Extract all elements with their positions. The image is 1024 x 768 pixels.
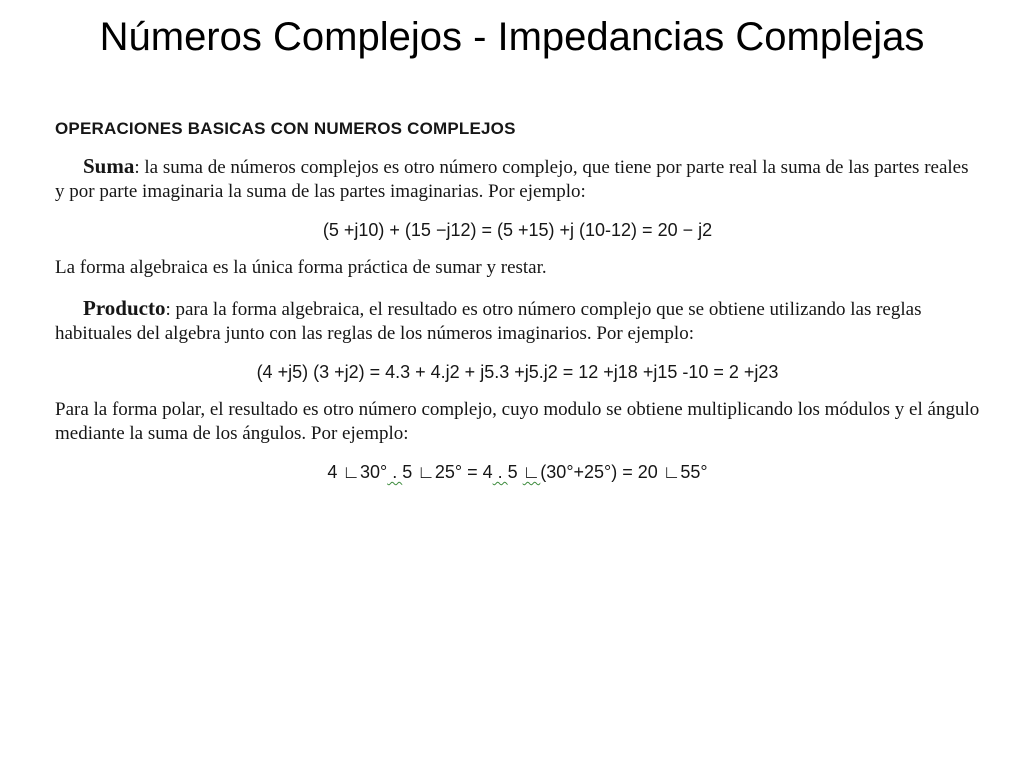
producto-term: Producto [83, 296, 166, 320]
polar-formula-part: 5 ∟25° = 4 [402, 462, 493, 482]
suma-text: : la suma de números complejos es otro número complejo, que tiene por parte real la suma de las partes reales y por parte imaginaria la suma de las partes imaginarias. Por ejemplo: [55, 157, 969, 202]
suma-note: La forma algebraica es la única forma práctica de sumar y restar. [55, 257, 547, 278]
polar-formula-part: 5 [507, 462, 523, 482]
polar-formula-part: 4 ∟30° [327, 462, 388, 482]
polar-formula-angle-spellcheck: ∟ [522, 462, 541, 482]
polar-formula-part: (30°+25°) = 20 ∟55° [540, 462, 708, 482]
polar-formula-dot-spellcheck: . [492, 462, 508, 482]
polar-formula [55, 460, 980, 484]
producto-text: : para la forma algebraica, el resultado es otro número complejo que se obtiene utilizando las reglas habituales del algebra junto con las reglas de los números imaginarios. Por ejemplo: [55, 299, 922, 344]
polar-paragraph: Para la forma polar, el resultado es otro número complejo, cuyo modulo se obtiene multiplicando los módulos y el ángulo mediante la suma de los ángulos. Por ejemplo: [55, 399, 980, 444]
suma-paragraph [55, 154, 980, 204]
producto-formula: (4 +j5) (3 +j2) = 4.3 + 4.j2 + j5.3 +j5.j2 = 12 +j18 +j15 -10 = 2 +j23 [256, 362, 779, 382]
section-heading: OPERACIONES BASICAS CON NUMEROS COMPLEJOS [55, 119, 516, 138]
suma-term: Suma [83, 154, 135, 178]
producto-paragraph [55, 296, 980, 346]
document-body [55, 118, 980, 498]
polar-formula-dot-spellcheck: . [387, 462, 403, 482]
slide-title: Números Complejos - Impedancias Complejas [99, 15, 925, 59]
suma-formula: (5 +j10) + (15 −j12) = (5 +15) +j (10-12) = 20 − j2 [322, 220, 713, 240]
